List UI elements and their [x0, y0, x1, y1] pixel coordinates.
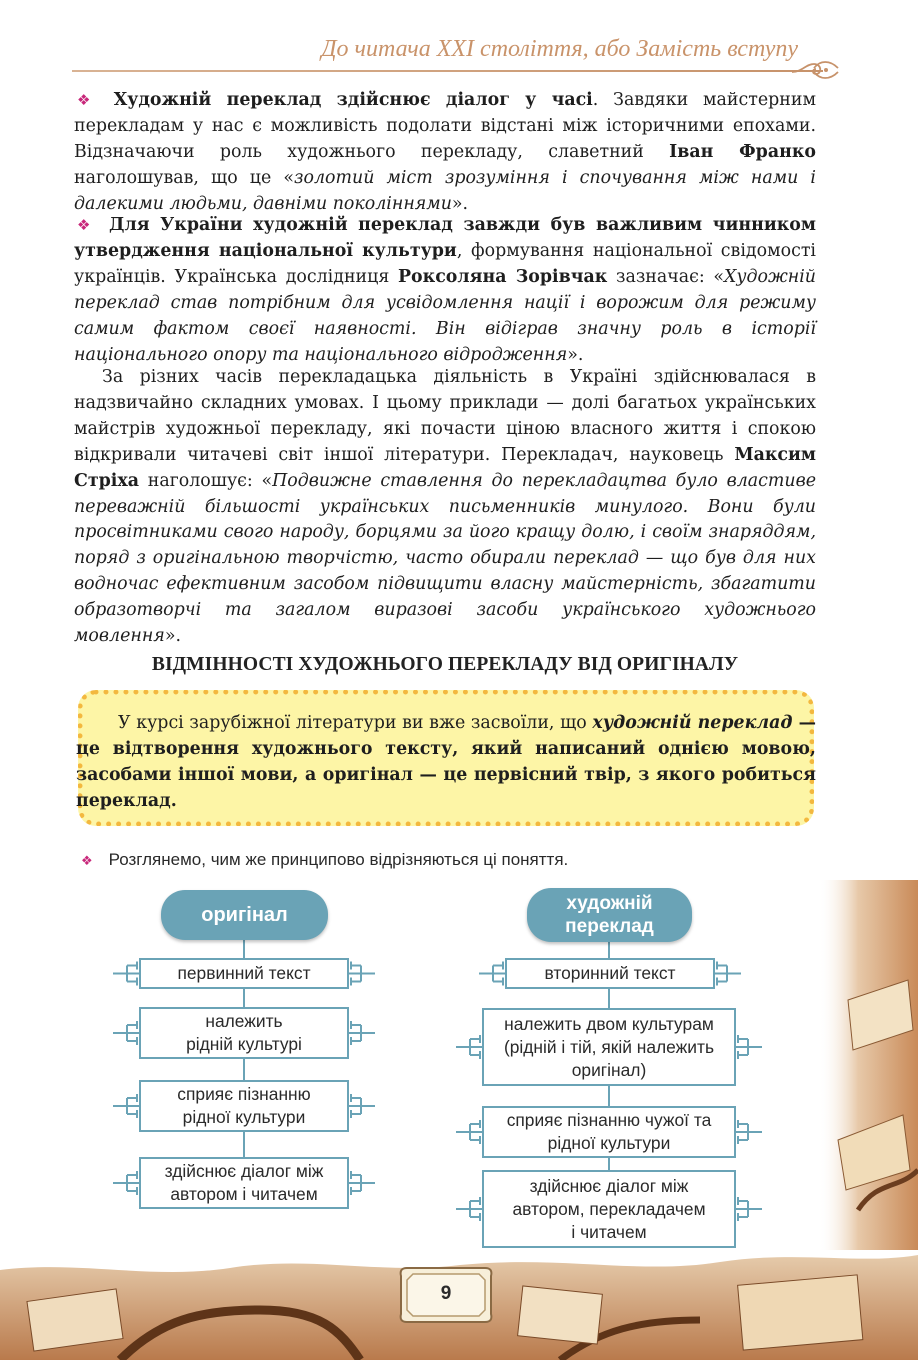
- person-name: Іван Франко: [669, 141, 816, 162]
- paragraph-zorivchak: [74, 213, 816, 368]
- flourish-ornament-icon: [790, 54, 840, 86]
- paragraph-text: За різних часів перекладацька діяльність в Україні здійснювалася в надзвичайно складних умовах. І цьому приклади — долі багатьох українських майстрів художньої перекладу, які почасти ціною власного життя і спокою відкривали читачеві світ іншої літератури. Перекладач, науковець: [74, 367, 816, 465]
- original-item-3: сприяє пізнанню рідної культури: [139, 1080, 349, 1132]
- paragraph-strikha: [74, 365, 816, 650]
- original-item-4: здійснює діалог між автором і читачем: [139, 1157, 349, 1209]
- original-item-2: належить рідній культурі: [139, 1007, 349, 1059]
- translation-item-3: сприяє пізнанню чужої та рідної культури: [482, 1106, 736, 1158]
- definition-text: [76, 710, 816, 814]
- paragraph-lead: Художній переклад здійснює діалог у часі: [113, 90, 593, 110]
- paragraph-text: . Завдяки майстерним перекладам у нас є можливість подолати відстані між історичними епохами. Відзначаючи роль художнього перекладу, славетний: [74, 90, 816, 162]
- diamond-bullet-icon: ❖: [81, 854, 93, 869]
- paragraph-lead: Для України художній переклад завжди був важливим чинником утвердження національної культури: [74, 215, 816, 261]
- paragraph-text: ».: [567, 344, 584, 365]
- intro-line: [78, 850, 568, 870]
- translation-title-pill: художній переклад: [527, 888, 692, 942]
- paragraph-text: ».: [451, 193, 469, 214]
- paragraph-text: наголошує: «: [139, 470, 273, 491]
- diamond-bullet-icon: ❖: [77, 91, 100, 109]
- paragraph-text: наголошував, що це «: [74, 167, 295, 188]
- running-title: До читача XXI століття, або Замість вступу: [321, 36, 798, 62]
- section-heading: ВІДМІННОСТІ ХУДОЖНЬОГО ПЕРЕКЛАДУ ВІД ОРИГІНАЛУ: [151, 654, 739, 675]
- translation-item-2: належить двом культурам (рідній і тій, якій належить оригінал): [482, 1008, 736, 1086]
- quote-text: Подвижне ставлення до перекладацтва було властиве переважній більшості українських письменників минулого. Вони були просвітниками свого народу, борцями за його кращу долю, і своїм знаряддям, поряд з оригінальною творчістю, часто обирали переклад — що був для них водночас ефективним засобом підвищити власну майстерність, збагатити образотворчі та загалом виразові засоби українського художнього мовлення: [74, 470, 816, 647]
- header-rule: [72, 70, 823, 72]
- person-name: Роксоляна Зорівчак: [397, 266, 608, 287]
- original-title-pill: оригінал: [161, 890, 328, 940]
- definition-term: художній переклад: [592, 713, 793, 733]
- quote-text: Художній переклад став потрібним для усвідомлення нації і ворожим для режиму самим фактом своєї наявності. Він відіграв значну роль в історії національного опору та національного відродження: [74, 266, 816, 365]
- paragraph-text: , формування національної свідомості українців. Українська дослідниця: [74, 240, 816, 287]
- original-item-1: первинний текст: [139, 958, 349, 989]
- person-name: Максим Стріха: [74, 444, 816, 491]
- paragraph-text: зазначає: «: [607, 266, 725, 287]
- paragraph-franko: [74, 88, 816, 218]
- translation-item-4: здійснює діалог між автором, перекладачем і читачем: [482, 1170, 736, 1248]
- old-books-illustration: [818, 880, 918, 1280]
- definition-rest: — це відтворення художнього тексту, який написаний однією мовою, засобами іншої мови, а оригінал — це первісний твір, з якого робиться переклад.: [76, 713, 816, 811]
- diamond-bullet-icon: ❖: [77, 216, 95, 234]
- definition-lead: У курсі зарубіжної літератури ви вже засвоїли, що: [118, 713, 593, 733]
- page-number: 9: [440, 1283, 452, 1304]
- translation-item-1: вторинний текст: [505, 958, 715, 989]
- quote-text: золотий міст зрозуміння і спочування між нами і далекими людьми, давніми поколіннями: [74, 167, 816, 214]
- intro-text: Розглянемо, чим же принципово відрізняються ці поняття.: [108, 850, 569, 869]
- paragraph-text: ».: [164, 626, 181, 647]
